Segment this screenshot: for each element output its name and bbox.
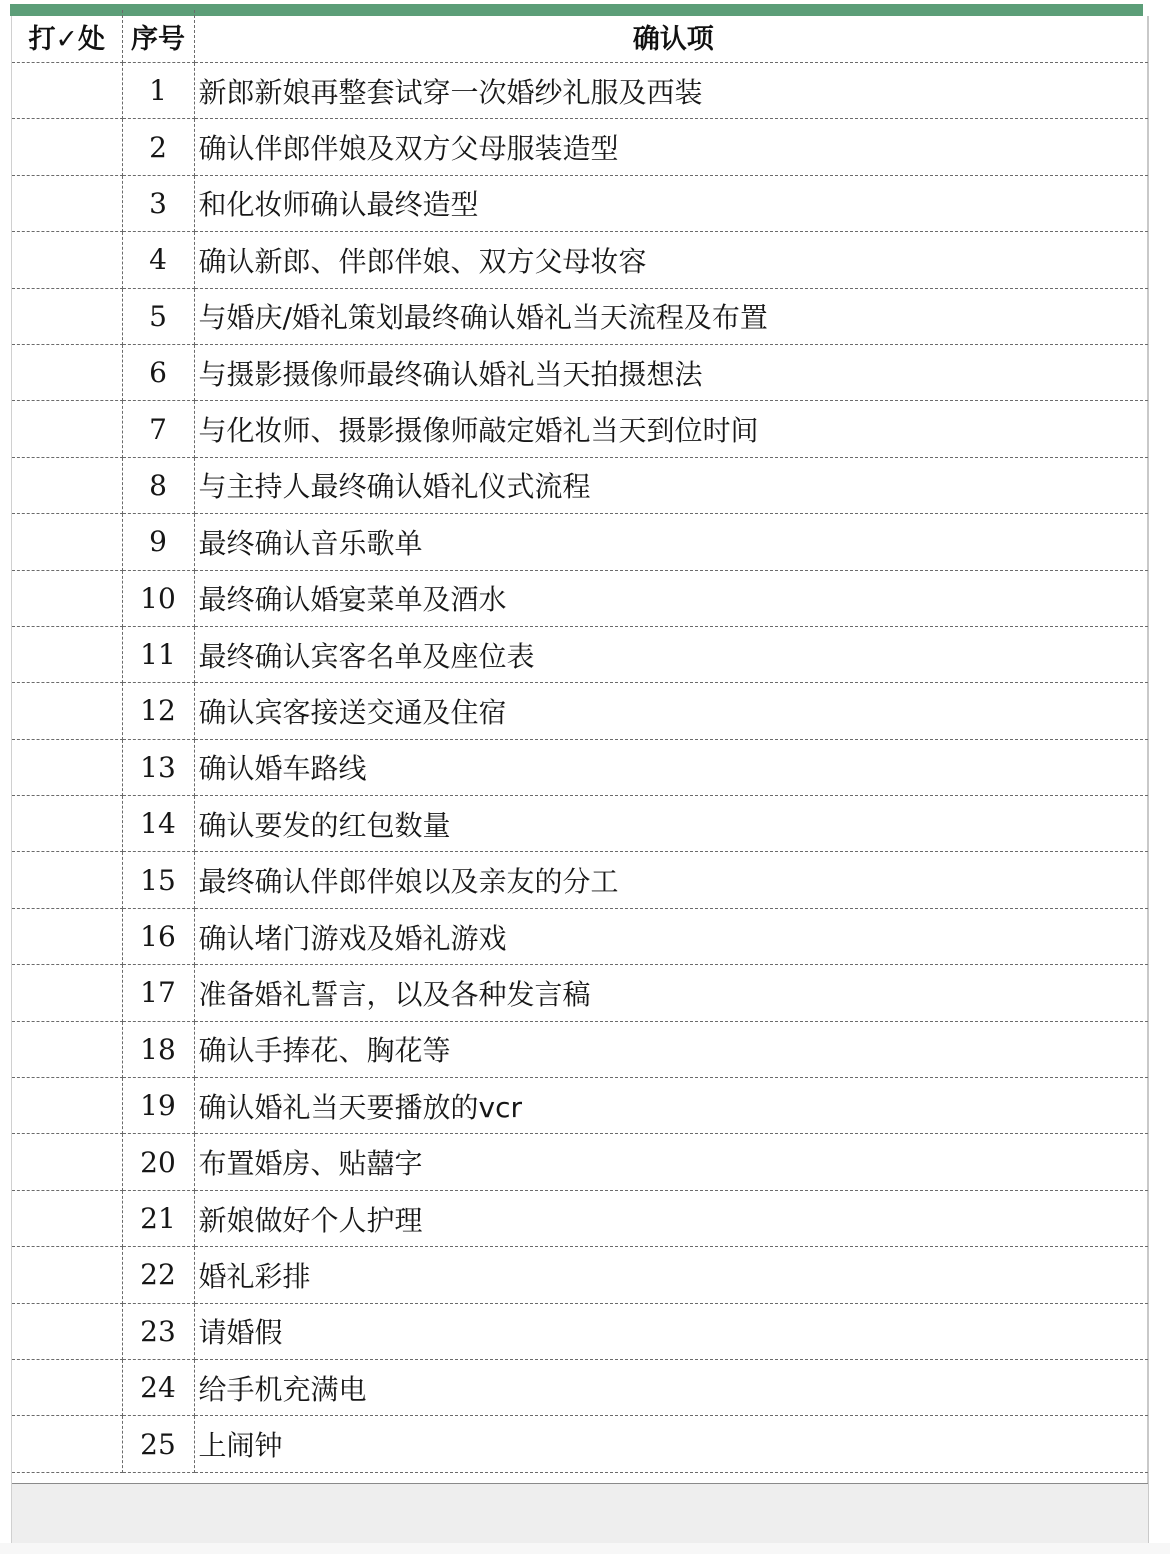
- table-header-row: [12, 10, 1148, 63]
- table-row: [12, 457, 1148, 513]
- row-number: 12: [122, 683, 194, 739]
- header-number-column: 序号: [122, 10, 194, 63]
- checklist-item: 确认伴郎伴娘及双方父母服装造型: [194, 119, 1148, 175]
- checklist-item: 确认手捧花、胸花等: [194, 1021, 1148, 1077]
- table-row: [12, 852, 1148, 908]
- checklist-item: 布置婚房、贴囍字: [194, 1134, 1148, 1190]
- table-row: [12, 1247, 1148, 1303]
- check-cell[interactable]: [12, 1078, 122, 1134]
- check-cell[interactable]: [12, 1416, 122, 1472]
- row-number: 23: [122, 1303, 194, 1359]
- check-cell[interactable]: [12, 1359, 122, 1415]
- check-cell[interactable]: [12, 1190, 122, 1246]
- row-number: 2: [122, 119, 194, 175]
- table-row: [12, 1190, 1148, 1246]
- header-check-column: 打✓处: [12, 10, 122, 63]
- table-row: [12, 514, 1148, 570]
- check-cell[interactable]: [12, 570, 122, 626]
- row-number: 1: [122, 63, 194, 119]
- table-row: [12, 119, 1148, 175]
- header-item-column: 确认项: [194, 10, 1148, 63]
- checklist-item: 给手机充满电: [194, 1359, 1148, 1415]
- table-row: [12, 626, 1148, 682]
- row-number: 5: [122, 288, 194, 344]
- table-row: [12, 1078, 1148, 1134]
- checklist-item: 最终确认伴郎伴娘以及亲友的分工: [194, 852, 1148, 908]
- table-row: [12, 1303, 1148, 1359]
- row-number: 17: [122, 965, 194, 1021]
- check-cell[interactable]: [12, 683, 122, 739]
- page-bottom-edge: [0, 1543, 1170, 1554]
- checklist-item: 新娘做好个人护理: [194, 1190, 1148, 1246]
- row-number: 22: [122, 1247, 194, 1303]
- check-cell[interactable]: [12, 965, 122, 1021]
- check-cell[interactable]: [12, 1303, 122, 1359]
- check-cell[interactable]: [12, 1134, 122, 1190]
- checklist-item: 与婚庆/婚礼策划最终确认婚礼当天流程及布置: [194, 288, 1148, 344]
- checklist-item: 最终确认婚宴菜单及酒水: [194, 570, 1148, 626]
- checklist-item: 和化妆师确认最终造型: [194, 175, 1148, 231]
- table-row: [12, 965, 1148, 1021]
- check-cell[interactable]: [12, 908, 122, 964]
- check-cell[interactable]: [12, 1021, 122, 1077]
- check-cell[interactable]: [12, 232, 122, 288]
- checklist-item: 婚礼彩排: [194, 1247, 1148, 1303]
- row-number: 25: [122, 1416, 194, 1472]
- check-cell[interactable]: [12, 626, 122, 682]
- checklist-item: 确认婚车路线: [194, 739, 1148, 795]
- checklist-item: 确认新郎、伴郎伴娘、双方父母妆容: [194, 232, 1148, 288]
- row-number: 15: [122, 852, 194, 908]
- checklist-item: 上闹钟: [194, 1416, 1148, 1472]
- row-number: 11: [122, 626, 194, 682]
- check-cell[interactable]: [12, 175, 122, 231]
- table-row: [12, 739, 1148, 795]
- checklist-item: 与化妆师、摄影摄像师敲定婚礼当天到位时间: [194, 401, 1148, 457]
- row-number: 3: [122, 175, 194, 231]
- row-number: 13: [122, 739, 194, 795]
- check-cell[interactable]: [12, 852, 122, 908]
- table-row: [12, 683, 1148, 739]
- checklist-item: 与摄影摄像师最终确认婚礼当天拍摄想法: [194, 344, 1148, 400]
- check-cell[interactable]: [12, 457, 122, 513]
- checklist-item: 确认婚礼当天要播放的vcr: [194, 1078, 1148, 1134]
- checklist-item: 准备婚礼誓言，以及各种发言稿: [194, 965, 1148, 1021]
- check-cell[interactable]: [12, 288, 122, 344]
- row-number: 10: [122, 570, 194, 626]
- checklist-item: 确认堵门游戏及婚礼游戏: [194, 908, 1148, 964]
- table-row: [12, 344, 1148, 400]
- row-number: 20: [122, 1134, 194, 1190]
- table-row: [12, 1021, 1148, 1077]
- checklist-item: 请婚假: [194, 1303, 1148, 1359]
- table-row: [12, 796, 1148, 852]
- check-cell[interactable]: [12, 63, 122, 119]
- row-number: 14: [122, 796, 194, 852]
- row-number: 6: [122, 344, 194, 400]
- table-row: [12, 1416, 1148, 1472]
- table-row: [12, 570, 1148, 626]
- wedding-checklist-table: [12, 10, 1148, 1473]
- check-cell[interactable]: [12, 119, 122, 175]
- table-body: [12, 63, 1148, 1473]
- table-row: [12, 1359, 1148, 1415]
- row-number: 19: [122, 1078, 194, 1134]
- table-row: [12, 232, 1148, 288]
- checklist-item: 最终确认宾客名单及座位表: [194, 626, 1148, 682]
- row-number: 7: [122, 401, 194, 457]
- row-number: 4: [122, 232, 194, 288]
- table-row: [12, 175, 1148, 231]
- table-row: [12, 288, 1148, 344]
- row-number: 21: [122, 1190, 194, 1246]
- check-cell[interactable]: [12, 344, 122, 400]
- row-number: 18: [122, 1021, 194, 1077]
- checklist-item: 新郎新娘再整套试穿一次婚纱礼服及西装: [194, 63, 1148, 119]
- check-cell[interactable]: [12, 796, 122, 852]
- row-number: 24: [122, 1359, 194, 1415]
- table-row: [12, 401, 1148, 457]
- row-number: 8: [122, 457, 194, 513]
- table-row: [12, 1134, 1148, 1190]
- check-cell[interactable]: [12, 739, 122, 795]
- row-number: 9: [122, 514, 194, 570]
- table-row: [12, 908, 1148, 964]
- checklist-item: 与主持人最终确认婚礼仪式流程: [194, 457, 1148, 513]
- check-cell[interactable]: [12, 401, 122, 457]
- check-cell[interactable]: [12, 1247, 122, 1303]
- checklist-item: 最终确认音乐歌单: [194, 514, 1148, 570]
- table-footer-band: [12, 1483, 1148, 1544]
- row-number: 16: [122, 908, 194, 964]
- check-cell[interactable]: [12, 514, 122, 570]
- checklist-item: 确认要发的红包数量: [194, 796, 1148, 852]
- table-row: [12, 63, 1148, 119]
- checklist-item: 确认宾客接送交通及住宿: [194, 683, 1148, 739]
